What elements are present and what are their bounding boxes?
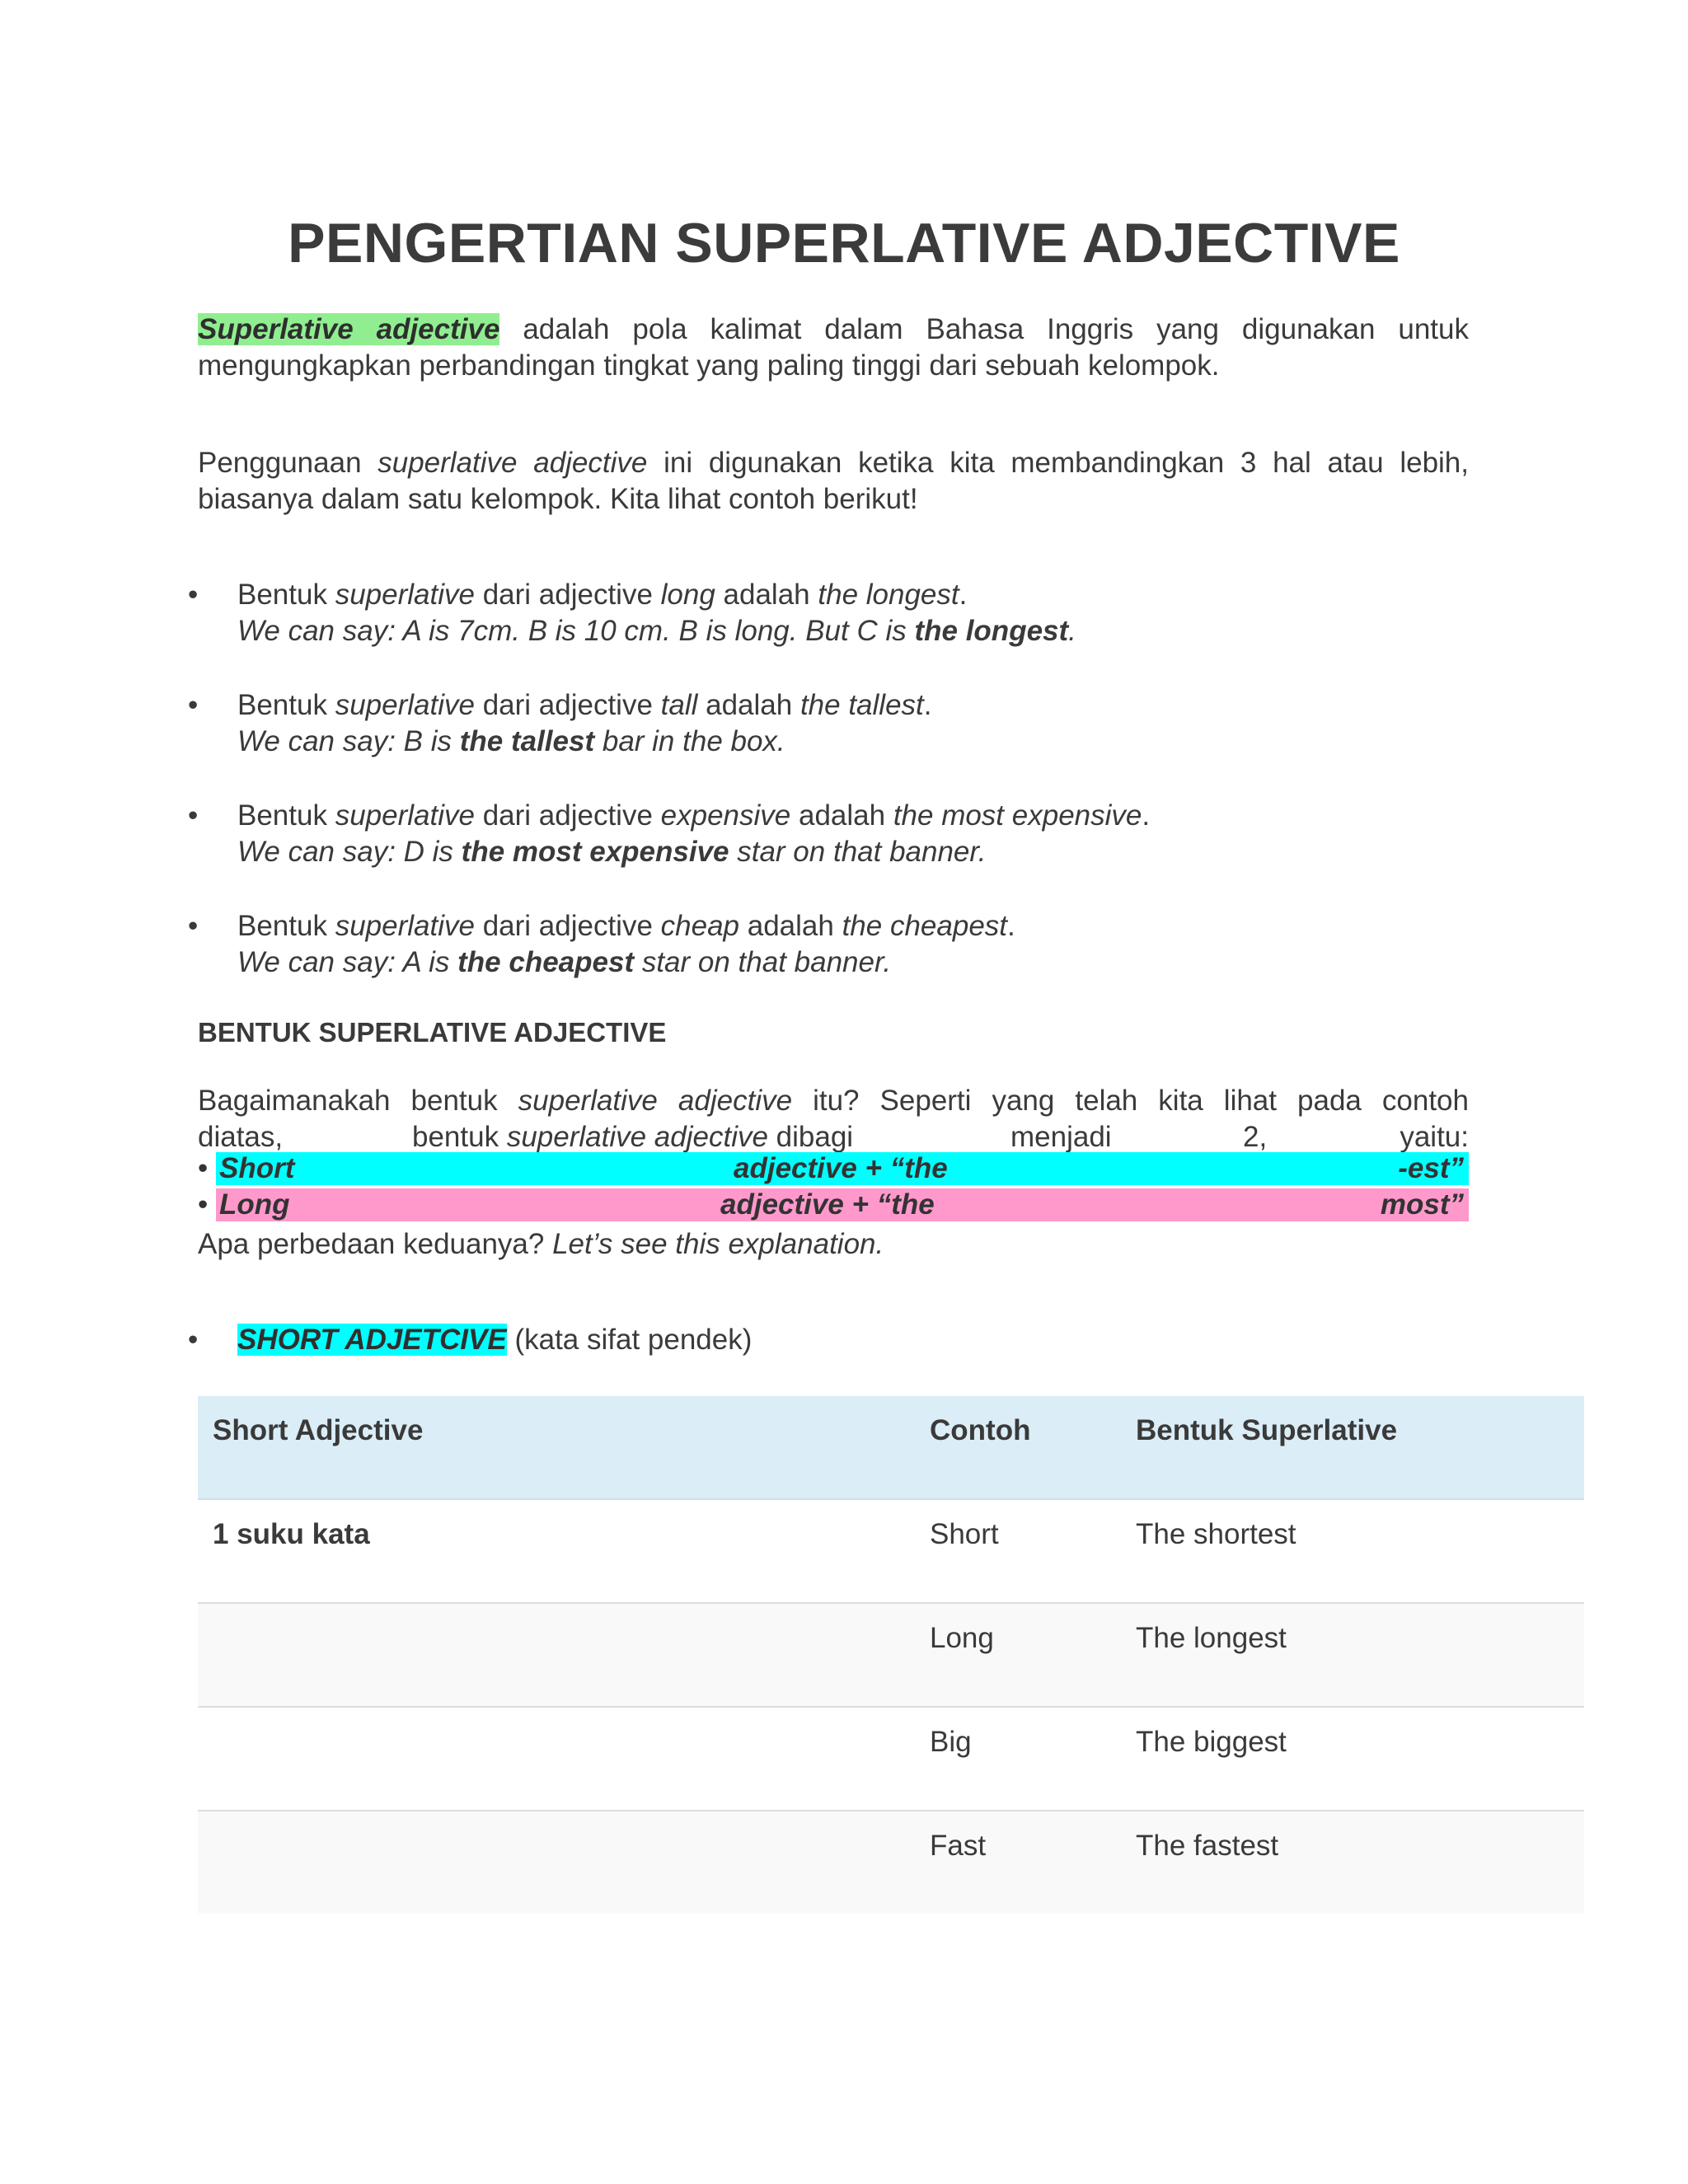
intro-paragraph (198, 312, 1469, 384)
form-short-row: • Short adjective + “the -est” (198, 1151, 1469, 1187)
usage-term: superlative adjective (377, 447, 648, 479)
forms-intro (198, 1083, 1469, 1119)
bullet-dot-icon: • (188, 1324, 199, 1356)
table-cell: Big (930, 1726, 972, 1758)
table-header-cell: Bentuk Superlative (1136, 1414, 1398, 1446)
table-cell: The shortest (1136, 1518, 1296, 1550)
table-header-cell: Short Adjective (213, 1414, 424, 1446)
example-line: Bentuk superlative dari adjective long adalah the longest. (237, 579, 968, 611)
table-cell: The fastest (1136, 1830, 1279, 1862)
usage-pre: Penggunaan (198, 447, 378, 479)
example-say: We can say: A is the cheapest star on that banner. (237, 946, 892, 978)
table-cell: The longest (1136, 1622, 1287, 1654)
table-row (198, 1604, 1584, 1708)
usage-line-2: biasanya dalam satu kelompok. Kita lihat contoh berikut! (198, 483, 918, 515)
usage-post: ini digunakan ketika kita membandingkan 3 hal atau lebih, (647, 447, 1469, 479)
bullet-dot-icon: • (188, 579, 199, 611)
example-line: Bentuk superlative dari adjective cheap adalah the cheapest. (237, 910, 1015, 942)
example-say: We can say: D is the most expensive star on that banner. (237, 836, 987, 868)
bullet-dot-icon: • (198, 1188, 209, 1221)
usage-paragraph (198, 445, 1469, 518)
table-header-cell: Contoh (930, 1414, 1031, 1446)
short-section-note: (kata sifat pendek) (506, 1324, 753, 1356)
intro-line-1 (198, 312, 1469, 348)
page-title: PENGERTIAN SUPERLATIVE ADJECTIVE (288, 212, 1400, 274)
intro-line-2: mengungkapkan perbandingan tingkat yang paling tinggi dari sebuah kelompok. (198, 349, 1220, 382)
short-adjective-table (198, 1396, 1584, 1914)
bullet-dot-icon: • (198, 1152, 209, 1184)
example-say: We can say: A is 7cm. B is 10 cm. B is long. But C is the longest. (237, 615, 1076, 647)
bullet-dot-icon: • (188, 689, 199, 721)
intro-term: Superlative adjective (198, 313, 500, 345)
table-cell: 1 suku kata (213, 1518, 370, 1550)
difference-line: Apa perbedaan keduanya? Let’s see this explanation. (198, 1228, 884, 1260)
table-header-row (198, 1396, 1584, 1500)
bullet-dot-icon: • (188, 910, 199, 942)
forms-intro-line-1: Bagaimanakah bentuk superlative adjective itu? Seperti yang telah kita lihat pada contoh (198, 1085, 1469, 1117)
intro-text-1: adalah pola kalimat dalam Bahasa Inggris yang digunakan untuk (499, 313, 1469, 345)
table-row (198, 1708, 1584, 1811)
bullet-dot-icon: • (188, 799, 199, 832)
example-line: Bentuk superlative dari adjective tall adalah the tallest. (237, 689, 932, 721)
form-long-row: • Long adjective + “the most” (198, 1187, 1469, 1223)
table-cell: Long (930, 1622, 994, 1654)
table-cell: Fast (930, 1830, 987, 1862)
table-cell: The biggest (1136, 1726, 1287, 1758)
table-cell: Short (930, 1518, 999, 1550)
example-line: Bentuk superlative dari adjective expensive adalah the most expensive. (237, 799, 1151, 832)
short-section-label: SHORT ADJETCIVE (237, 1324, 507, 1356)
forms-intro-line-2: diatas, bentuk superlative adjective dibagi menjadi 2, yaitu: (198, 1121, 1469, 1152)
usage-line-1 (198, 445, 1469, 481)
section-heading: BENTUK SUPERLATIVE ADJECTIVE (198, 1017, 667, 1047)
example-say: We can say: B is the tallest bar in the box. (237, 725, 785, 757)
table-row (198, 1811, 1584, 1914)
table-row (198, 1500, 1584, 1604)
